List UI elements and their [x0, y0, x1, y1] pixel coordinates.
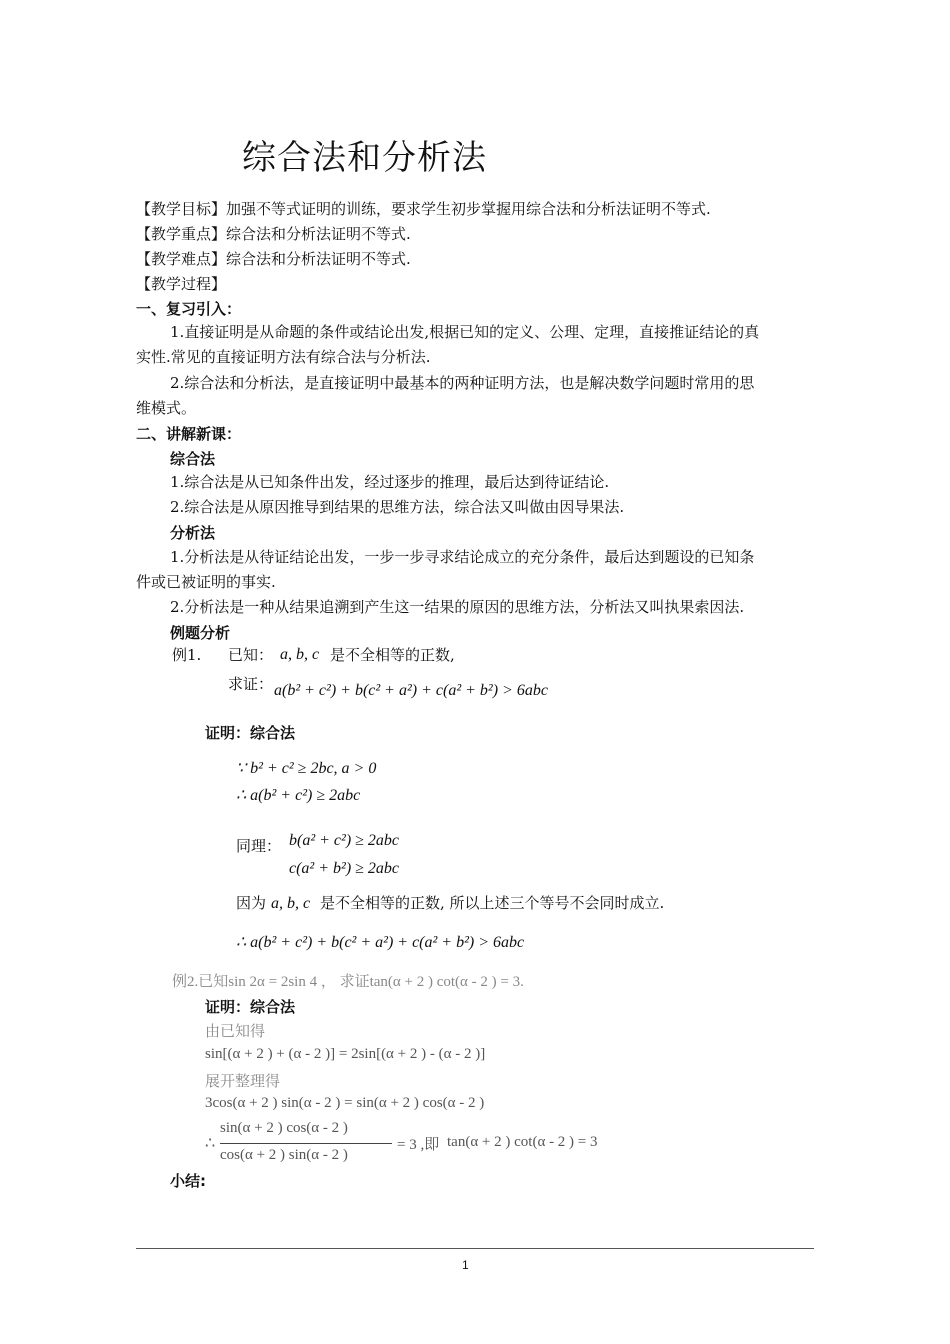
section1-p2-line2: 维模式。 [136, 399, 197, 417]
section1-p1-line1: 1.直接证明是从命题的条件或结论出发,根据已知的定义、公理、定理，直接推证结论的真 [170, 323, 760, 341]
example2-statement: 例2.已知sin 2α = 2sin 4 ， 求证tan(α + 2 ) cot(α - 2 ) = 3. [172, 974, 524, 990]
example2-proof-heading: 证明：综合法 [205, 998, 296, 1016]
section1-heading: 一、复习引入： [136, 300, 242, 318]
example2-line3: 展开整理得 [205, 1074, 281, 1090]
synthetic-point-1: 1.综合法是从已知条件出发，经过逐步的推理，最后达到待证结论. [170, 473, 610, 491]
section2-heading: 二、讲解新课： [136, 425, 242, 443]
example1-step2: ∴ a(b² + c²) ≥ 2abc [236, 787, 361, 804]
example1-given-vars: a, b, c [280, 646, 320, 663]
objective-goal: 【教学目标】加强不等式证明的训练，要求学生初步掌握用综合法和分析法证明不等式. [136, 200, 711, 218]
example2-frac-numerator: sin(α + 2 ) cos(α - 2 ) [220, 1120, 348, 1136]
example2-frac-rhs: = 3 ,即 [397, 1137, 440, 1153]
objective-process: 【教学过程】 [136, 275, 227, 293]
synthetic-heading: 综合法 [170, 450, 216, 468]
example2-line1: 由已知得 [205, 1024, 266, 1040]
page-title: 综合法和分析法 [242, 138, 487, 178]
section1-p2-line1: 2.综合法和分析法，是直接证明中最基本的两种证明方法，也是解决数学问题时常用的思 [170, 374, 755, 392]
example1-proof-heading: 证明：综合法 [205, 724, 296, 742]
example2-line2: sin[(α + 2 ) + (α - 2 )] = 2sin[(α + 2 ) - (α - 2 )] [205, 1046, 486, 1062]
example1-label: 例1. [172, 646, 202, 664]
example1-step4: c(a² + b²) ≥ 2abc [289, 860, 400, 877]
example2-therefore: ∴ [205, 1135, 216, 1152]
example1-prove-prefix: 求证： [228, 675, 274, 693]
example1-given-suffix: 是不全相等的正数, [330, 646, 455, 664]
example1-because-suffix: 是不全相等的正数, 所以上述三个等号不会同时成立. [320, 894, 665, 912]
example1-because-vars: a, b, c [271, 895, 311, 912]
example2-final: tan(α + 2 ) cot(α - 2 ) = 3 [447, 1134, 598, 1150]
example1-similarly: 同理： [236, 837, 282, 855]
example2-line4: 3cos(α + 2 ) sin(α - 2 ) = sin(α + 2 ) cos(α - 2 ) [205, 1095, 485, 1111]
page-number: 1 [462, 1258, 469, 1272]
analytic-point-1-line2: 件或已被证明的事实. [136, 573, 276, 591]
analytic-point-2: 2.分析法是一种从结果追溯到产生这一结果的原因的思维方法，分析法又叫执果索因法. [170, 598, 745, 616]
examples-heading: 例题分析 [170, 624, 231, 642]
example1-because-prefix: 因为 [236, 894, 267, 912]
analytic-point-1-line1: 1.分析法是从待证结论出发，一步一步寻求结论成立的充分条件，最后达到题设的已知条 [170, 548, 755, 566]
example1-prove-expr: a(b² + c²) + b(c² + a²) + c(a² + b²) > 6abc [274, 682, 548, 699]
fraction-bar [220, 1143, 392, 1144]
example1-given-prefix: 已知： [228, 646, 274, 664]
example2-frac-denominator: cos(α + 2 ) sin(α - 2 ) [220, 1147, 348, 1163]
example1-step1: ∵ b² + c² ≥ 2bc, a > 0 [236, 760, 377, 777]
synthetic-point-2: 2.综合法是从原因推导到结果的思维方法，综合法又叫做由因导果法. [170, 498, 625, 516]
objective-difficulty: 【教学难点】综合法和分析法证明不等式. [136, 250, 411, 268]
analytic-heading: 分析法 [170, 524, 216, 542]
example1-step3: b(a² + c²) ≥ 2abc [289, 832, 400, 849]
example1-conclusion: ∴ a(b² + c²) + b(c² + a²) + c(a² + b²) > 6abc [236, 934, 525, 951]
summary-heading: 小结: [170, 1172, 206, 1190]
footer-divider [136, 1248, 814, 1249]
objective-key: 【教学重点】综合法和分析法证明不等式. [136, 225, 411, 243]
section1-p1-line2: 实性.常见的直接证明方法有综合法与分析法. [136, 348, 431, 366]
